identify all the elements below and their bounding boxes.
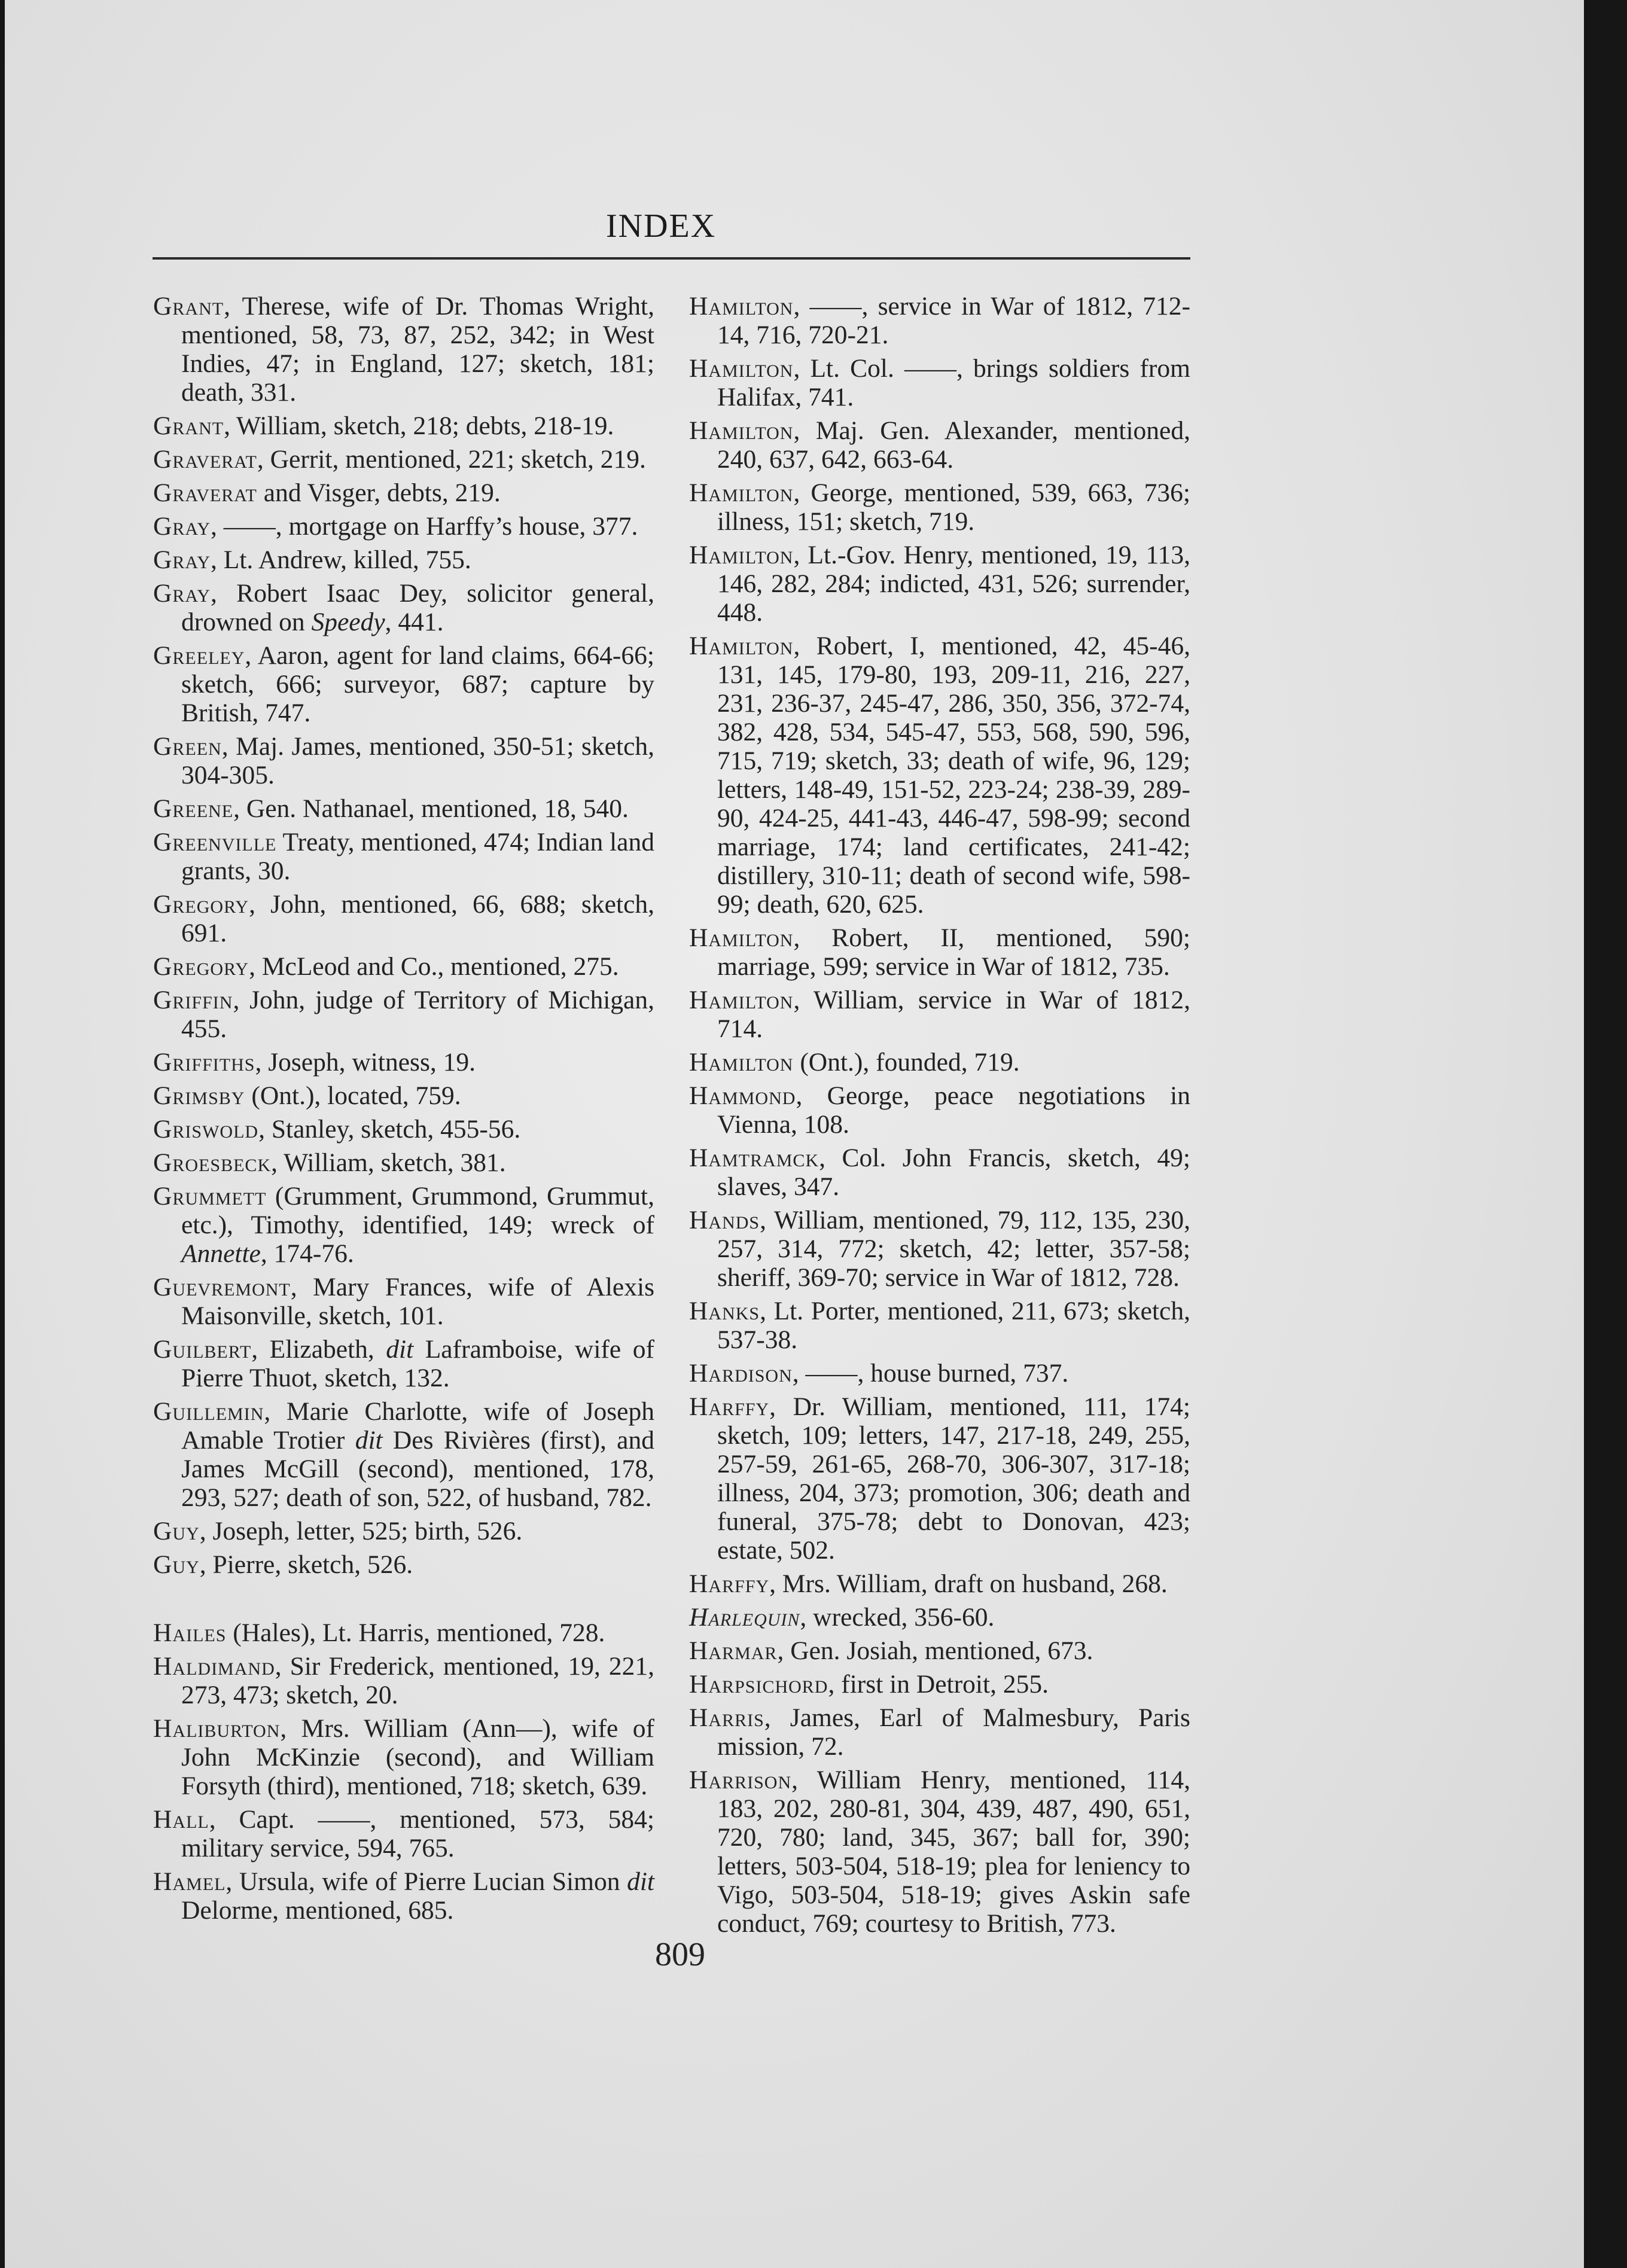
entry-heading: Haliburton	[153, 1714, 281, 1743]
entry-text: , William, sketch, 218; debts, 218-19.	[224, 411, 614, 440]
entry-italic: Speedy	[311, 608, 385, 636]
index-entry	[153, 1273, 654, 1330]
entry-heading: Gray	[153, 545, 211, 574]
index-entry	[153, 1517, 654, 1545]
entry-text: , Capt. ——, mentioned, 573, 584; military service, 594, 765.	[181, 1805, 654, 1862]
index-entry	[153, 1081, 654, 1110]
entry-heading: Hands	[689, 1206, 760, 1234]
page-number: 809	[655, 1936, 705, 1973]
index-entry	[689, 478, 1190, 536]
entry-heading: Hamilton	[689, 541, 794, 569]
entry-text: , Joseph, letter, 525; birth, 526.	[199, 1517, 523, 1545]
entry-text: (Grumment, Grummond, Grummut, etc.), Timothy, identified, 149; wreck of	[181, 1182, 654, 1239]
index-entry	[689, 1359, 1190, 1388]
entry-text: (Ont.), located, 759.	[245, 1081, 461, 1110]
index-entry	[153, 890, 654, 947]
entry-heading: Grummett	[153, 1182, 267, 1211]
entry-text: , William, mentioned, 79, 112, 135, 230, 257, 314, 772; sketch, 42; letter, 357-58; sheriff, 369-70; service in War of 1812, 728.	[717, 1206, 1190, 1292]
entry-text-tail: Laframboise, wife of Pierre Thuot, sketch, 132.	[181, 1335, 654, 1392]
index-entry	[689, 1297, 1190, 1354]
entry-heading: Guillemin	[153, 1397, 264, 1426]
index-entry	[153, 828, 654, 885]
index-entry	[153, 1618, 654, 1647]
entry-heading: Gregory	[153, 890, 249, 919]
entry-text-tail: , 174-76.	[260, 1239, 354, 1268]
entry-text: , John, mentioned, 66, 688; sketch, 691.	[181, 890, 654, 947]
entry-text: , wrecked, 356-60.	[800, 1603, 995, 1632]
index-entry	[153, 1182, 654, 1268]
index-entry	[153, 512, 654, 541]
index-entry	[689, 1048, 1190, 1077]
entry-heading: Griswold	[153, 1115, 259, 1144]
entry-italic: dit	[627, 1867, 654, 1896]
index-entry	[153, 1805, 654, 1862]
entry-text: and Visger, debts, 219.	[257, 478, 501, 507]
index-entry	[689, 416, 1190, 474]
index-entry	[153, 641, 654, 727]
index-entry	[689, 1569, 1190, 1598]
index-entry	[153, 445, 654, 474]
entry-text: , Maj. James, mentioned, 350-51; sketch, 304-305.	[181, 732, 654, 789]
entry-text: , Lt.-Gov. Henry, mentioned, 19, 113, 146, 282, 284; indicted, 431, 526; surrender, 448.	[717, 541, 1190, 627]
entry-text: , Mary Frances, wife of Alexis Maisonville, sketch, 101.	[181, 1273, 654, 1330]
index-entry	[153, 478, 654, 507]
entry-heading: Hardison	[689, 1359, 793, 1388]
index-entry	[689, 1636, 1190, 1665]
entry-text-tail: Delorme, mentioned, 685.	[181, 1896, 454, 1925]
index-entry	[153, 1714, 654, 1800]
index-entry	[153, 1115, 654, 1144]
entry-heading: Hamilton	[689, 416, 794, 445]
entry-text: , first in Detroit, 255.	[828, 1670, 1049, 1699]
entry-heading: Harmar	[689, 1636, 778, 1665]
entry-text-tail: Des Rivières (first), and James McGill (second), mentioned, 178, 293, 527; death of son, 522, of husband, 782.	[181, 1426, 654, 1512]
entry-heading: Hamtramck	[689, 1144, 819, 1172]
entry-heading: Hamilton	[689, 292, 794, 321]
entry-heading: Harlequin	[689, 1603, 800, 1632]
entry-text: , Mrs. William (Ann—), wife of John McKinzie (second), and William Forsyth (third), mentioned, 718; sketch, 639.	[181, 1714, 654, 1800]
entry-heading: Hamilton	[689, 354, 794, 383]
entry-text: , Robert Isaac Dey, solicitor general, drowned on	[181, 579, 654, 636]
entry-heading: Harffy	[689, 1569, 770, 1598]
entry-text: , Therese, wife of Dr. Thomas Wright, mentioned, 58, 73, 87, 252, 342; in West Indies, 47; in England, 127; sketch, 181; death, 331.	[181, 292, 654, 407]
entry-heading: Haldimand	[153, 1652, 275, 1681]
entry-heading: Greene	[153, 794, 234, 823]
entry-text: , ——, house burned, 737.	[792, 1359, 1069, 1388]
index-entry	[689, 1703, 1190, 1761]
letter-section-gap	[153, 1584, 654, 1618]
entry-italic: dit	[355, 1426, 383, 1455]
entry-text: , Ursula, wife of Pierre Lucian Simon	[226, 1867, 627, 1896]
entry-heading: Hall	[153, 1805, 209, 1834]
index-entry	[153, 1867, 654, 1925]
entry-heading: Hammond	[689, 1081, 796, 1110]
entry-text: , Maj. Gen. Alexander, mentioned, 240, 637, 642, 663-64.	[717, 416, 1190, 474]
entry-text: (Ont.), founded, 719.	[793, 1048, 1020, 1077]
index-entry	[153, 411, 654, 440]
entry-heading: Grant	[153, 292, 224, 321]
entry-heading: Harffy	[689, 1392, 770, 1421]
entry-text: , Aaron, agent for land claims, 664-66; sketch, 666; surveyor, 687; capture by British, 747.	[181, 641, 654, 727]
entry-italic: Annette	[181, 1239, 261, 1268]
entry-text: , Elizabeth,	[251, 1335, 386, 1364]
index-entry	[689, 1392, 1190, 1565]
entry-text: , Robert, II, mentioned, 590; marriage, 599; service in War of 1812, 735.	[717, 923, 1190, 981]
index-entry	[689, 292, 1190, 349]
book-page	[5, 0, 1584, 2268]
index-column-right	[689, 292, 1190, 1943]
index-entry	[689, 1206, 1190, 1292]
index-entry	[153, 952, 654, 981]
entry-heading: Greeley	[153, 641, 245, 670]
entry-text: , William, service in War of 1812, 714.	[717, 986, 1190, 1043]
entry-heading: Griffin	[153, 986, 233, 1014]
index-entry	[153, 1048, 654, 1077]
entry-text: , Mrs. William, draft on husband, 268.	[769, 1569, 1168, 1598]
entry-italic: dit	[386, 1335, 414, 1364]
index-entry	[689, 541, 1190, 627]
index-entry	[153, 579, 654, 636]
entry-heading: Harrison	[689, 1766, 792, 1794]
entry-heading: Guevremont	[153, 1273, 291, 1301]
entry-text: , Dr. William, mentioned, 111, 174; sketch, 109; letters, 147, 217-18, 249, 255, 257-59, 261-65, 268-70, 306-307, 317-18; illness, 204, 373; promotion, 306; death and funeral, 375-78; debt to Donovan, 423; estate, 502.	[717, 1392, 1190, 1565]
entry-heading: Grant	[153, 411, 224, 440]
index-entry	[153, 1148, 654, 1177]
entry-heading: Hamilton	[689, 478, 794, 507]
entry-text: , ——, mortgage on Harffy’s house, 377.	[211, 512, 638, 541]
entry-text: , Lt. Andrew, killed, 755.	[211, 545, 471, 574]
entry-heading: Hamilton	[689, 986, 794, 1014]
index-entry	[153, 1397, 654, 1512]
entry-text: , John, judge of Territory of Michigan, 455.	[181, 986, 654, 1043]
index-entry	[689, 1670, 1190, 1699]
entry-text: , Gen. Nathanael, mentioned, 18, 540.	[233, 794, 629, 823]
entry-text: , Lt. Porter, mentioned, 211, 673; sketch, 537-38.	[717, 1297, 1190, 1354]
index-entry	[153, 986, 654, 1043]
entry-text: , McLeod and Co., mentioned, 275.	[249, 952, 619, 981]
entry-heading: Hamilton	[689, 923, 794, 952]
entry-text: , Gerrit, mentioned, 221; sketch, 219.	[257, 445, 646, 474]
entry-heading: Gregory	[153, 952, 249, 981]
index-entry	[689, 632, 1190, 919]
entry-text: , Lt. Col. ——, brings soldiers from Halifax, 741.	[717, 354, 1190, 411]
entry-text: , Marie Charlotte, wife of Joseph Amable Trotier	[181, 1397, 654, 1455]
index-entry	[153, 545, 654, 574]
entry-heading: Green	[153, 732, 222, 761]
index-entry	[689, 923, 1190, 981]
entry-text-tail: , 441.	[385, 608, 444, 636]
entry-text: , Robert, I, mentioned, 42, 45-46, 131, 145, 179-80, 193, 209-11, 216, 227, 231, 236-37, 245-47, 286, 350, 356, 372-74, 382, 428, 534, 545-47, 553, 568, 590, 596, 715, 719; sketch, 33; death of wife, 96, 129; letters, 148-49, 151-52, 223-24; 238-39, 289-90, 424-25, 441-43, 446-47, 598-99; second marriage, 174; land certificates, 241-42; distillery, 310-11; death of second wife, 598-99; death, 620, 625.	[717, 632, 1190, 919]
entry-text: , James, Earl of Malmesbury, Paris mission, 72.	[717, 1703, 1190, 1761]
entry-heading: Griffiths	[153, 1048, 255, 1077]
entry-heading: Harpsichord	[689, 1670, 828, 1699]
index-entry	[153, 292, 654, 407]
index-entry	[153, 1335, 654, 1392]
entry-text: , Joseph, witness, 19.	[255, 1048, 476, 1077]
entry-heading: Grimsby	[153, 1081, 245, 1110]
entry-heading: Guy	[153, 1517, 200, 1545]
index-entry	[153, 732, 654, 789]
entry-heading: Guilbert	[153, 1335, 252, 1364]
entry-heading: Gray	[153, 512, 211, 541]
entry-heading: Hanks	[689, 1297, 760, 1325]
title-rule	[153, 257, 1190, 260]
index-entry	[689, 986, 1190, 1043]
entry-heading: Harris	[689, 1703, 764, 1732]
entry-heading: Hamilton	[689, 1048, 794, 1077]
index-entry	[153, 1550, 654, 1579]
entry-text: , Stanley, sketch, 455-56.	[258, 1115, 521, 1144]
entry-text: , Sir Frederick, mentioned, 19, 221, 273, 473; sketch, 20.	[181, 1652, 654, 1709]
entry-text: , William, sketch, 381.	[271, 1148, 506, 1177]
entry-heading: Hamilton	[689, 632, 794, 660]
index-entry	[689, 1603, 1190, 1632]
entry-heading: Gray	[153, 579, 211, 608]
index-entry	[153, 1652, 654, 1709]
entry-heading: Graverat	[153, 478, 257, 507]
entry-heading: Graverat	[153, 445, 257, 474]
entry-heading: Hamel	[153, 1867, 226, 1896]
index-entry	[689, 1766, 1190, 1938]
index-entry	[689, 1144, 1190, 1201]
entry-text: , Gen. Josiah, mentioned, 673.	[777, 1636, 1093, 1665]
index-entry	[153, 794, 654, 823]
entry-text: , William Henry, mentioned, 114, 183, 202, 280-81, 304, 439, 487, 490, 651, 720, 780; land, 345, 367; ball for, 390; letters, 503-504, 518-19; plea for leniency to Vigo, 503-504, 518-19; gives Askin safe conduct, 769; courtesy to British, 773.	[717, 1766, 1190, 1938]
page-title: INDEX	[606, 208, 717, 245]
entry-heading: Hailes	[153, 1618, 227, 1647]
index-entry	[689, 354, 1190, 411]
entry-heading: Groesbeck	[153, 1148, 272, 1177]
entry-text: , ——, service in War of 1812, 712-14, 716, 720-21.	[717, 292, 1190, 349]
index-column-left	[153, 292, 654, 1929]
entry-heading: Guy	[153, 1550, 200, 1579]
entry-text: , George, peace negotiations in Vienna, 108.	[717, 1081, 1190, 1139]
entry-heading: Greenville	[153, 828, 277, 856]
entry-text: , Pierre, sketch, 526.	[199, 1550, 413, 1579]
index-entry	[689, 1081, 1190, 1139]
entry-text: , Col. John Francis, sketch, 49; slaves, 347.	[717, 1144, 1190, 1201]
entry-text: , George, mentioned, 539, 663, 736; illness, 151; sketch, 719.	[717, 478, 1190, 536]
entry-text: Treaty, mentioned, 474; Indian land grants, 30.	[181, 828, 654, 885]
entry-text: (Hales), Lt. Harris, mentioned, 728.	[226, 1618, 605, 1647]
